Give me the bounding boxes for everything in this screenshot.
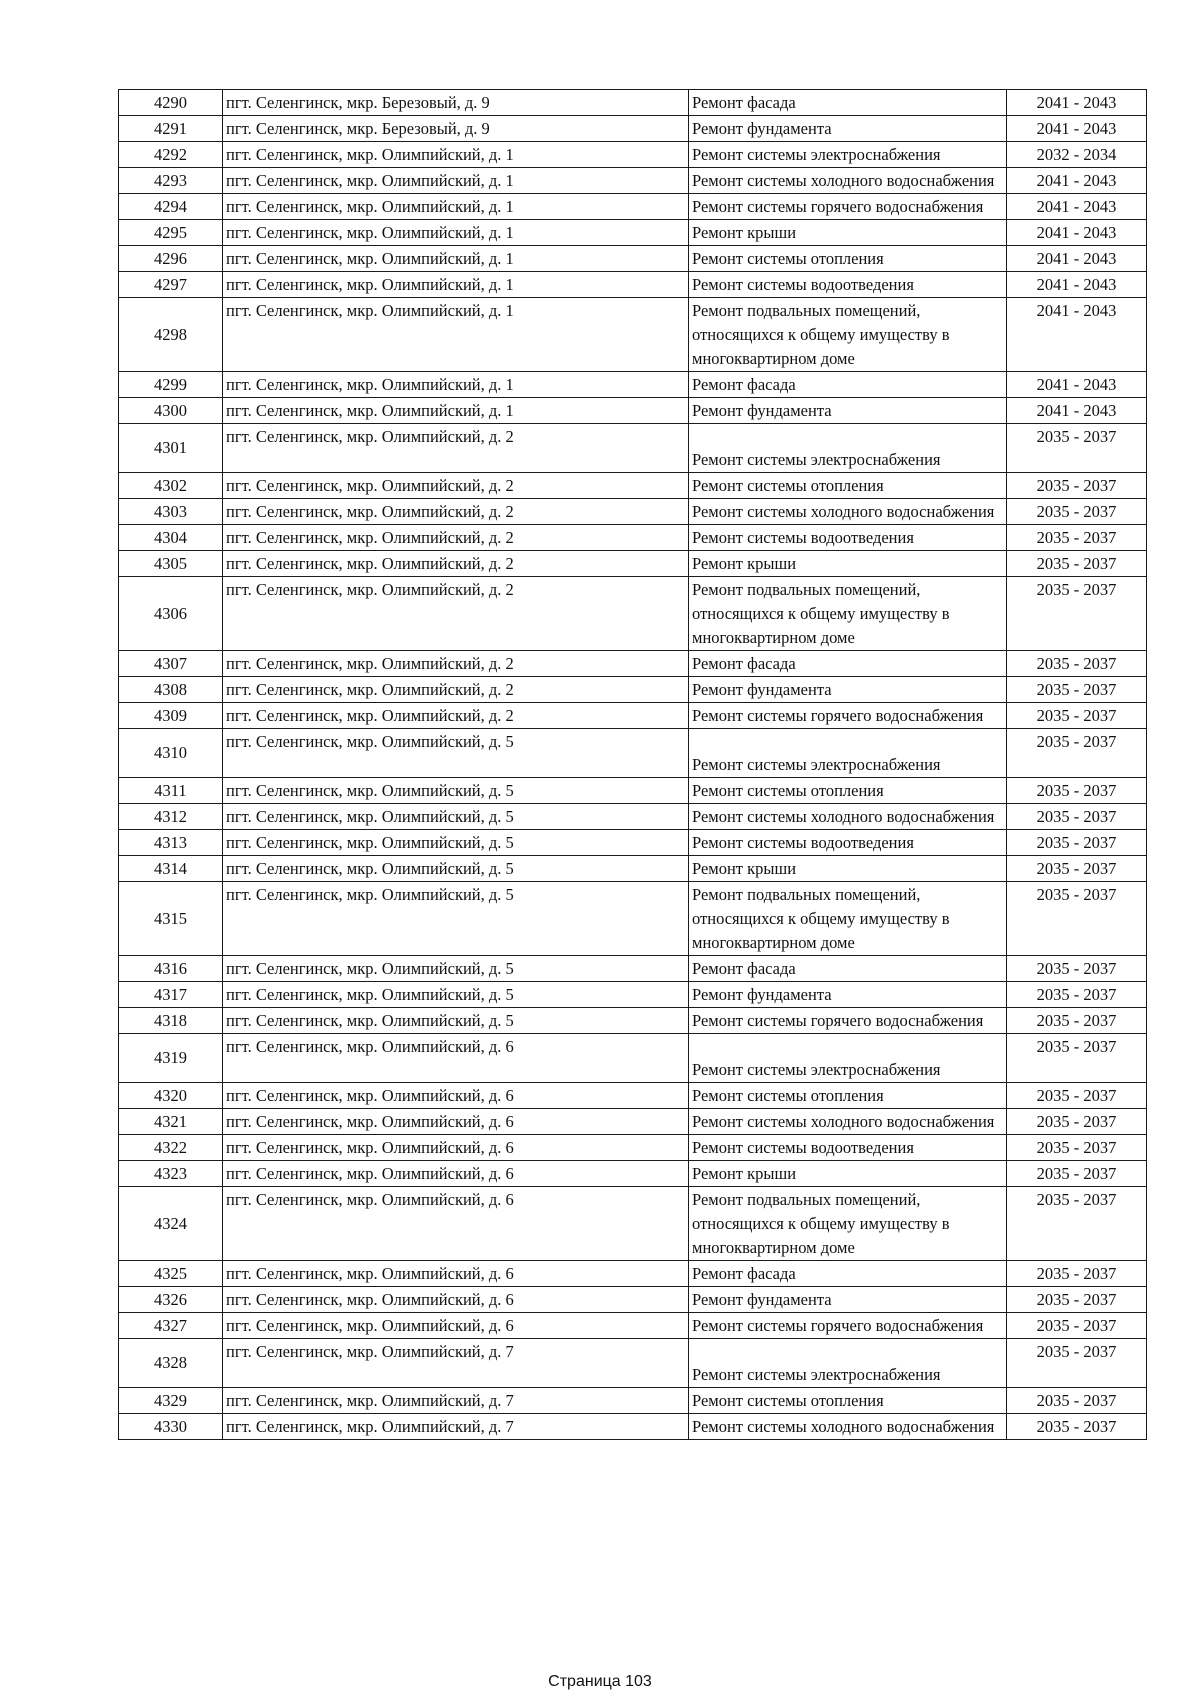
row-number: 4316 [119,956,223,982]
row-address: пгт. Селенгинск, мкр. Олимпийский, д. 7 [223,1339,689,1388]
row-number: 4312 [119,804,223,830]
row-address: пгт. Селенгинск, мкр. Олимпийский, д. 2 [223,525,689,551]
row-address: пгт. Селенгинск, мкр. Олимпийский, д. 2 [223,424,689,473]
row-address: пгт. Селенгинск, мкр. Олимпийский, д. 6 [223,1161,689,1187]
row-address: пгт. Селенгинск, мкр. Олимпийский, д. 7 [223,1414,689,1440]
row-number: 4299 [119,372,223,398]
table-row [119,778,1147,804]
row-period: 2035 - 2037 [1007,703,1147,729]
row-work-type: Ремонт системы электроснабжения [689,142,1007,168]
row-address: пгт. Селенгинск, мкр. Олимпийский, д. 5 [223,882,689,956]
row-work-type: Ремонт фундамента [689,116,1007,142]
row-address: пгт. Селенгинск, мкр. Олимпийский, д. 2 [223,651,689,677]
row-number: 4290 [119,90,223,116]
table-row [119,298,1147,372]
row-period: 2041 - 2043 [1007,116,1147,142]
row-address: пгт. Селенгинск, мкр. Олимпийский, д. 6 [223,1287,689,1313]
table-row [119,651,1147,677]
row-work-type: Ремонт фундамента [689,677,1007,703]
row-work-type: Ремонт системы горячего водоснабжения [689,194,1007,220]
row-number: 4295 [119,220,223,246]
table-row [119,856,1147,882]
table-row [119,142,1147,168]
row-period: 2035 - 2037 [1007,830,1147,856]
row-number: 4325 [119,1261,223,1287]
row-address: пгт. Селенгинск, мкр. Олимпийский, д. 6 [223,1083,689,1109]
row-number: 4292 [119,142,223,168]
row-period: 2041 - 2043 [1007,272,1147,298]
row-work-type: Ремонт системы холодного водоснабжения [689,499,1007,525]
row-period: 2035 - 2037 [1007,982,1147,1008]
row-number: 4300 [119,398,223,424]
row-number: 4311 [119,778,223,804]
table-row [119,1388,1147,1414]
table-row [119,398,1147,424]
table-row [119,882,1147,956]
row-period: 2041 - 2043 [1007,398,1147,424]
table-row [119,677,1147,703]
row-number: 4305 [119,551,223,577]
row-address: пгт. Селенгинск, мкр. Олимпийский, д. 6 [223,1135,689,1161]
row-period: 2035 - 2037 [1007,577,1147,651]
row-work-type: Ремонт фундамента [689,982,1007,1008]
row-number: 4328 [119,1339,223,1388]
row-period: 2035 - 2037 [1007,1083,1147,1109]
row-period: 2035 - 2037 [1007,1261,1147,1287]
row-address: пгт. Селенгинск, мкр. Олимпийский, д. 2 [223,703,689,729]
table-row [119,1034,1147,1083]
table-row [119,703,1147,729]
row-work-type: Ремонт фасада [689,372,1007,398]
table-row [119,1287,1147,1313]
table-row [119,246,1147,272]
row-number: 4306 [119,577,223,651]
table-row [119,729,1147,778]
row-period: 2041 - 2043 [1007,246,1147,272]
row-work-type: Ремонт системы отопления [689,473,1007,499]
row-period: 2035 - 2037 [1007,1034,1147,1083]
row-number: 4329 [119,1388,223,1414]
row-period: 2035 - 2037 [1007,1287,1147,1313]
row-number: 4291 [119,116,223,142]
row-address: пгт. Селенгинск, мкр. Березовый, д. 9 [223,90,689,116]
row-work-type: Ремонт системы отопления [689,778,1007,804]
row-number: 4303 [119,499,223,525]
table-row [119,1008,1147,1034]
row-period: 2035 - 2037 [1007,473,1147,499]
row-work-type: Ремонт фасада [689,956,1007,982]
table-row [119,194,1147,220]
table-row [119,1339,1147,1388]
row-number: 4320 [119,1083,223,1109]
page-number-label: Страница 103 [548,1673,652,1690]
row-address: пгт. Селенгинск, мкр. Олимпийский, д. 2 [223,473,689,499]
table-row [119,1109,1147,1135]
row-number: 4307 [119,651,223,677]
row-work-type: Ремонт системы холодного водоснабжения [689,168,1007,194]
row-address: пгт. Селенгинск, мкр. Олимпийский, д. 5 [223,778,689,804]
row-address: пгт. Селенгинск, мкр. Олимпийский, д. 5 [223,982,689,1008]
row-work-type: Ремонт системы электроснабжения [689,1034,1007,1083]
row-period: 2035 - 2037 [1007,1414,1147,1440]
row-number: 4293 [119,168,223,194]
row-number: 4327 [119,1313,223,1339]
table-row [119,1187,1147,1261]
table-row [119,424,1147,473]
row-period: 2041 - 2043 [1007,168,1147,194]
table-row [119,982,1147,1008]
row-period: 2041 - 2043 [1007,90,1147,116]
row-address: пгт. Селенгинск, мкр. Березовый, д. 9 [223,116,689,142]
row-address: пгт. Селенгинск, мкр. Олимпийский, д. 2 [223,499,689,525]
row-work-type: Ремонт системы горячего водоснабжения [689,1313,1007,1339]
table-row [119,499,1147,525]
row-period: 2035 - 2037 [1007,1008,1147,1034]
row-number: 4323 [119,1161,223,1187]
row-number: 4314 [119,856,223,882]
row-address: пгт. Селенгинск, мкр. Олимпийский, д. 1 [223,142,689,168]
row-period: 2035 - 2037 [1007,804,1147,830]
table-row [119,525,1147,551]
row-number: 4310 [119,729,223,778]
row-number: 4309 [119,703,223,729]
table-row [119,473,1147,499]
row-work-type: Ремонт системы отопления [689,1388,1007,1414]
row-address: пгт. Селенгинск, мкр. Олимпийский, д. 5 [223,856,689,882]
row-period: 2035 - 2037 [1007,525,1147,551]
row-period: 2035 - 2037 [1007,1135,1147,1161]
row-period: 2035 - 2037 [1007,677,1147,703]
row-period: 2035 - 2037 [1007,1313,1147,1339]
row-work-type: Ремонт системы водоотведения [689,830,1007,856]
page-footer [0,1673,1200,1691]
row-period: 2035 - 2037 [1007,499,1147,525]
row-address: пгт. Селенгинск, мкр. Олимпийский, д. 5 [223,804,689,830]
table-row [119,90,1147,116]
row-period: 2035 - 2037 [1007,882,1147,956]
row-work-type: Ремонт крыши [689,1161,1007,1187]
row-number: 4319 [119,1034,223,1083]
row-address: пгт. Селенгинск, мкр. Олимпийский, д. 1 [223,298,689,372]
table-row [119,577,1147,651]
row-number: 4296 [119,246,223,272]
row-number: 4330 [119,1414,223,1440]
row-address: пгт. Селенгинск, мкр. Олимпийский, д. 2 [223,551,689,577]
row-number: 4315 [119,882,223,956]
row-address: пгт. Селенгинск, мкр. Олимпийский, д. 7 [223,1388,689,1414]
row-number: 4322 [119,1135,223,1161]
row-period: 2035 - 2037 [1007,1109,1147,1135]
row-number: 4302 [119,473,223,499]
row-period: 2032 - 2034 [1007,142,1147,168]
row-work-type: Ремонт системы электроснабжения [689,1339,1007,1388]
row-address: пгт. Селенгинск, мкр. Олимпийский, д. 5 [223,1008,689,1034]
row-work-type: Ремонт системы отопления [689,246,1007,272]
row-period: 2035 - 2037 [1007,778,1147,804]
row-address: пгт. Селенгинск, мкр. Олимпийский, д. 2 [223,577,689,651]
row-address: пгт. Селенгинск, мкр. Олимпийский, д. 2 [223,677,689,703]
row-address: пгт. Селенгинск, мкр. Олимпийский, д. 6 [223,1187,689,1261]
row-period: 2041 - 2043 [1007,220,1147,246]
table-row [119,551,1147,577]
table-row [119,372,1147,398]
table-row [119,272,1147,298]
row-work-type: Ремонт системы водоотведения [689,272,1007,298]
table-row [119,956,1147,982]
table-row [119,220,1147,246]
row-number: 4313 [119,830,223,856]
row-period: 2035 - 2037 [1007,956,1147,982]
row-address: пгт. Селенгинск, мкр. Олимпийский, д. 1 [223,372,689,398]
table-row [119,1083,1147,1109]
row-work-type: Ремонт фасада [689,90,1007,116]
row-address: пгт. Селенгинск, мкр. Олимпийский, д. 5 [223,729,689,778]
row-address: пгт. Селенгинск, мкр. Олимпийский, д. 5 [223,830,689,856]
row-number: 4326 [119,1287,223,1313]
row-work-type: Ремонт системы горячего водоснабжения [689,703,1007,729]
repair-schedule-table [118,89,1147,1440]
table-row [119,1161,1147,1187]
row-address: пгт. Селенгинск, мкр. Олимпийский, д. 1 [223,398,689,424]
row-work-type: Ремонт подвальных помещений, относящихся к общему имуществу в многоквартирном доме [689,1187,1007,1261]
row-address: пгт. Селенгинск, мкр. Олимпийский, д. 6 [223,1313,689,1339]
row-work-type: Ремонт системы отопления [689,1083,1007,1109]
row-number: 4308 [119,677,223,703]
row-period: 2035 - 2037 [1007,1161,1147,1187]
row-work-type: Ремонт фасада [689,1261,1007,1287]
row-address: пгт. Селенгинск, мкр. Олимпийский, д. 6 [223,1261,689,1287]
row-address: пгт. Селенгинск, мкр. Олимпийский, д. 5 [223,956,689,982]
table-row [119,1135,1147,1161]
row-work-type: Ремонт крыши [689,220,1007,246]
row-work-type: Ремонт подвальных помещений, относящихся к общему имуществу в многоквартирном доме [689,298,1007,372]
row-address: пгт. Селенгинск, мкр. Олимпийский, д. 1 [223,246,689,272]
table-row [119,830,1147,856]
row-period: 2035 - 2037 [1007,551,1147,577]
row-work-type: Ремонт системы водоотведения [689,525,1007,551]
row-work-type: Ремонт фасада [689,651,1007,677]
row-address: пгт. Селенгинск, мкр. Олимпийский, д. 1 [223,194,689,220]
row-number: 4318 [119,1008,223,1034]
row-number: 4297 [119,272,223,298]
table-row [119,1313,1147,1339]
row-work-type: Ремонт фундамента [689,1287,1007,1313]
row-work-type: Ремонт крыши [689,551,1007,577]
row-period: 2035 - 2037 [1007,1187,1147,1261]
row-address: пгт. Селенгинск, мкр. Олимпийский, д. 6 [223,1034,689,1083]
row-period: 2035 - 2037 [1007,651,1147,677]
row-period: 2035 - 2037 [1007,856,1147,882]
table-row [119,168,1147,194]
row-work-type: Ремонт системы горячего водоснабжения [689,1008,1007,1034]
row-period: 2035 - 2037 [1007,1388,1147,1414]
row-work-type: Ремонт системы холодного водоснабжения [689,804,1007,830]
row-work-type: Ремонт подвальных помещений, относящихся к общему имуществу в многоквартирном доме [689,577,1007,651]
row-number: 4301 [119,424,223,473]
table-row [119,116,1147,142]
row-work-type: Ремонт подвальных помещений, относящихся к общему имуществу в многоквартирном доме [689,882,1007,956]
row-number: 4304 [119,525,223,551]
table-row [119,1414,1147,1440]
row-period: 2035 - 2037 [1007,729,1147,778]
table-row [119,1261,1147,1287]
row-number: 4324 [119,1187,223,1261]
row-number: 4294 [119,194,223,220]
row-work-type: Ремонт фундамента [689,398,1007,424]
row-number: 4321 [119,1109,223,1135]
row-work-type: Ремонт крыши [689,856,1007,882]
row-address: пгт. Селенгинск, мкр. Олимпийский, д. 1 [223,220,689,246]
row-work-type: Ремонт системы холодного водоснабжения [689,1414,1007,1440]
row-period: 2041 - 2043 [1007,372,1147,398]
row-period: 2035 - 2037 [1007,1339,1147,1388]
row-period: 2041 - 2043 [1007,298,1147,372]
row-number: 4298 [119,298,223,372]
row-address: пгт. Селенгинск, мкр. Олимпийский, д. 1 [223,272,689,298]
row-address: пгт. Селенгинск, мкр. Олимпийский, д. 6 [223,1109,689,1135]
row-work-type: Ремонт системы электроснабжения [689,424,1007,473]
row-number: 4317 [119,982,223,1008]
table-body [119,90,1147,1440]
row-period: 2035 - 2037 [1007,424,1147,473]
row-work-type: Ремонт системы холодного водоснабжения [689,1109,1007,1135]
table-row [119,804,1147,830]
row-work-type: Ремонт системы электроснабжения [689,729,1007,778]
row-period: 2041 - 2043 [1007,194,1147,220]
row-work-type: Ремонт системы водоотведения [689,1135,1007,1161]
row-address: пгт. Селенгинск, мкр. Олимпийский, д. 1 [223,168,689,194]
